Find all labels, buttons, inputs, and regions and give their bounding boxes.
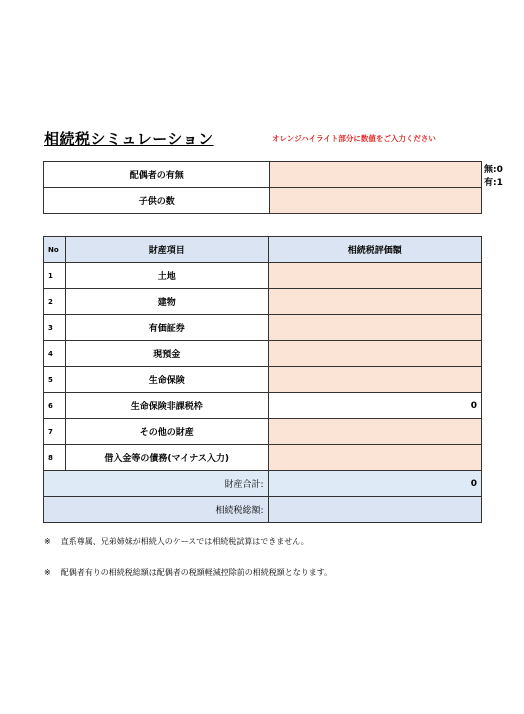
insurance-exemption-value: 0 bbox=[268, 393, 481, 419]
row-no: 6 bbox=[44, 393, 66, 419]
row-item: 有価証券 bbox=[65, 315, 268, 341]
table-row bbox=[44, 445, 482, 471]
total-label: 財産合計: bbox=[44, 471, 269, 497]
spouse-label: 配偶者の有無 bbox=[44, 162, 270, 188]
input-table bbox=[43, 161, 482, 214]
row-no: 1 bbox=[44, 263, 66, 289]
table-row bbox=[44, 188, 482, 214]
row-item: その他の財産 bbox=[65, 419, 268, 445]
hint-none: 無:0 bbox=[484, 165, 503, 175]
table-row bbox=[44, 393, 482, 419]
spouse-input[interactable] bbox=[270, 162, 482, 188]
table-row bbox=[44, 263, 482, 289]
note-2 bbox=[44, 567, 332, 578]
table-header-row bbox=[44, 237, 482, 263]
note-mark: ※ bbox=[44, 568, 51, 577]
note-text: 配偶者有りの相続税総額は配偶者の税額軽減控除前の相続税額となります。 bbox=[60, 568, 333, 577]
row-item: 生命保険 bbox=[65, 367, 268, 393]
table-row bbox=[44, 341, 482, 367]
row-item: 建物 bbox=[65, 289, 268, 315]
land-value-input[interactable] bbox=[268, 263, 481, 289]
tax-total-value bbox=[268, 497, 481, 523]
row-no: 8 bbox=[44, 445, 66, 471]
row-no: 5 bbox=[44, 367, 66, 393]
table-row bbox=[44, 162, 482, 188]
total-row bbox=[44, 471, 482, 497]
row-no: 4 bbox=[44, 341, 66, 367]
row-item: 土地 bbox=[65, 263, 268, 289]
debt-value-input[interactable] bbox=[268, 445, 481, 471]
row-no: 3 bbox=[44, 315, 66, 341]
row-item: 現預金 bbox=[65, 341, 268, 367]
row-no: 7 bbox=[44, 419, 66, 445]
other-assets-value-input[interactable] bbox=[268, 419, 481, 445]
tax-row bbox=[44, 497, 482, 523]
page-title: 相続税シミュレーション bbox=[44, 130, 214, 148]
table-row bbox=[44, 289, 482, 315]
header-item: 財産項目 bbox=[65, 237, 268, 263]
children-input[interactable] bbox=[270, 188, 482, 214]
input-instruction: オレンジハイライト部分に数値をご入力ください bbox=[272, 134, 436, 143]
note-1 bbox=[44, 536, 309, 547]
tax-total-label: 相続税総額: bbox=[44, 497, 269, 523]
row-item: 生命保険非課税枠 bbox=[65, 393, 268, 419]
header-no: No bbox=[44, 237, 66, 263]
row-item: 借入金等の債務(マイナス入力) bbox=[65, 445, 268, 471]
note-text: 直系尊属、兄弟姉妹が相続人のケースでは相続税試算はできません。 bbox=[60, 537, 309, 546]
cash-value-input[interactable] bbox=[268, 341, 481, 367]
children-label: 子供の数 bbox=[44, 188, 270, 214]
note-mark: ※ bbox=[44, 537, 51, 546]
life-insurance-value-input[interactable] bbox=[268, 367, 481, 393]
row-no: 2 bbox=[44, 289, 66, 315]
table-row bbox=[44, 315, 482, 341]
building-value-input[interactable] bbox=[268, 289, 481, 315]
hint-yes: 有:1 bbox=[484, 178, 503, 188]
table-row bbox=[44, 367, 482, 393]
table-row bbox=[44, 419, 482, 445]
total-value: 0 bbox=[268, 471, 481, 497]
securities-value-input[interactable] bbox=[268, 315, 481, 341]
header-value: 相続税評価額 bbox=[268, 237, 481, 263]
assets-table bbox=[43, 236, 482, 523]
